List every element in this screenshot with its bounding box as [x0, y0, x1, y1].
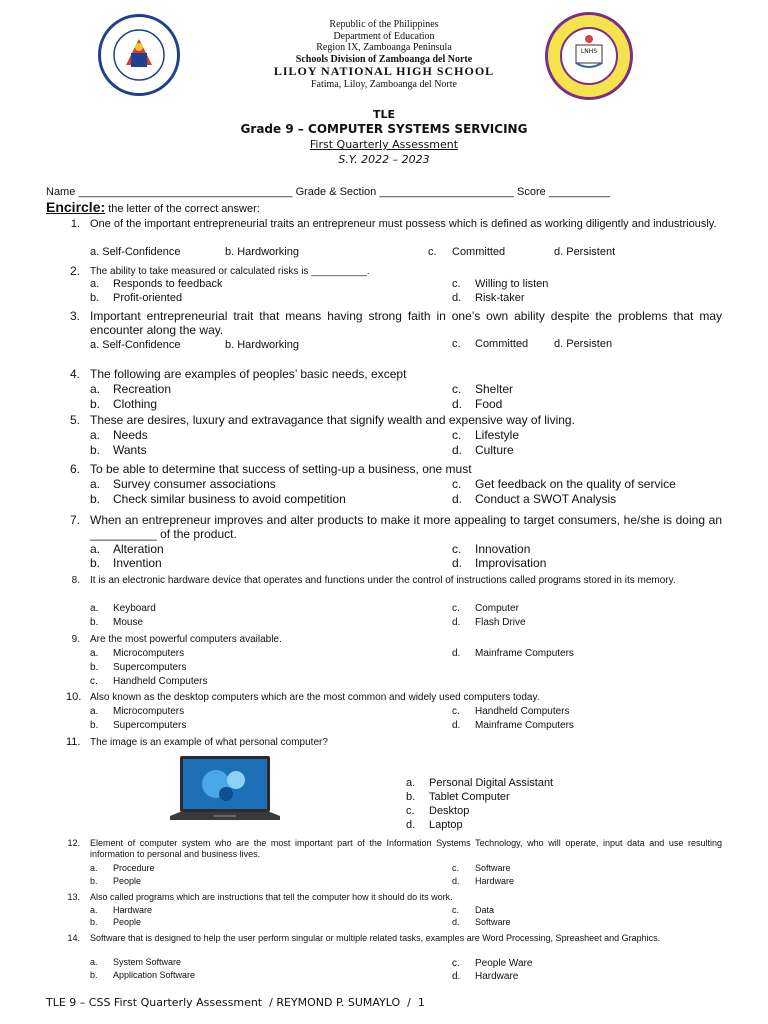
q5-option-d: d. Culture [452, 443, 514, 457]
header-address: Fatima, Liloy, Zamboanga del Norte [311, 79, 457, 90]
q4-option-d: d. Food [452, 397, 503, 411]
question-text: It is an electronic hardware device that operates and functions under the control of instructions called programs stored in its memory. [90, 575, 676, 586]
instructions [46, 199, 260, 215]
instructions-text: the letter of the correct answer: [105, 203, 260, 215]
q13-option-c: c. Data [452, 905, 495, 915]
q4-option-a: a. Recreation [90, 382, 172, 396]
question-text: The ability to take measured or calculated risks is __________. [90, 266, 370, 277]
question-text: Also called programs which are instructions that tell the computer how it should do its work. [90, 892, 453, 902]
question-number: 9. [71, 634, 80, 645]
q1-option-a: a. Self-Confidence [90, 246, 181, 258]
q14-option-d: d. Hardware [452, 971, 519, 982]
q8-option-c: c. Computer [452, 603, 519, 614]
q1-option-c: Committed [452, 246, 506, 258]
question-text: Element of computer system who are the most important part of the Information Systems Technology, who will operate, input data and use resulting information to personal and business lives. [90, 838, 722, 859]
q11-option-a: a. Personal Digital Assistant [406, 777, 554, 789]
q7-option-d: d. Improvisation [452, 556, 547, 570]
question-text: To be able to determine that success of setting-up a business, one must [90, 462, 472, 476]
q4-option-b: b. Clothing [90, 397, 158, 411]
question-text: The following are examples of peoples’ basic needs, except [90, 367, 407, 381]
q10-option-a: a. Microcomputers [90, 706, 185, 717]
q3-option-c: Committed [475, 338, 529, 350]
grade-title: Grade 9 – COMPUTER SYSTEMS SERVICING [240, 122, 528, 136]
q10-option-b: b. Supercomputers [90, 720, 187, 731]
q11-option-c: c. Desktop [406, 805, 470, 817]
question-number: 14. [67, 933, 80, 943]
q14-option-b: b. Application Software [90, 970, 196, 980]
laptop-image [168, 754, 282, 826]
q3-option-c-letter: c. [452, 338, 461, 350]
instructions-label: Encircle: [46, 199, 106, 215]
q13-option-d: d. Software [452, 917, 511, 927]
q7-option-b: b. Invention [90, 556, 162, 570]
q4-option-c: c. Shelter [452, 382, 514, 396]
q5-option-c: c. Lifestyle [452, 428, 520, 442]
question-number: 11. [66, 736, 81, 748]
school-year: S.Y. 2022 – 2023 [338, 153, 430, 166]
q7-option-a: a. Alteration [90, 542, 164, 556]
question-number: 13. [67, 892, 80, 902]
question-number: 6. [69, 462, 80, 476]
q9-option-a: a. Microcomputers [90, 648, 185, 659]
question-text: When an entrepreneur improves and alter products to make it more appealing to target consumers, he/she is doing an __________ of the product. [90, 513, 722, 541]
question-text: One of the important entrepreneurial traits an entrepreneur must possess which is defined as working diligently and industriously. [90, 218, 717, 230]
header-republic: Republic of the Philippines [329, 19, 439, 30]
lnhs-seal-inner-text: LNHS [580, 48, 598, 55]
question-number: 12. [67, 838, 80, 848]
q12-option-d: d. Hardware [452, 876, 515, 886]
q13-option-a: a. Hardware [90, 905, 153, 915]
question-text: Software that is designed to help the user perform singular or multiple related tasks, examples are Word Processing, Spreasheet and Graphics. [90, 933, 661, 943]
q2-option-d: d. Risk-taker [452, 292, 525, 304]
header-region: Region IX, Zamboanga Peninsula [316, 42, 452, 53]
question-number: 7. [69, 513, 80, 527]
question-number: 4. [69, 367, 80, 381]
q2-option-a: a. Responds to feedback [90, 278, 223, 290]
question-text: Important entrepreneurial trait that means having strong faith in one’s own ability despite the problems that may encounter along the way. [90, 309, 722, 337]
q8-option-d: d. Flash Drive [452, 617, 526, 628]
q1-option-b: b. Hardworking [225, 246, 299, 258]
question-text: These are desires, luxury and extravagance that signify wealth and expensive way of living. [90, 413, 575, 427]
q6-option-a: a. Survey consumer associations [90, 477, 276, 491]
page-footer: TLE 9 – CSS First Quarterly Assessment / REYMOND P. SUMAYLO / 1 [46, 996, 425, 1009]
q6-option-b: b. Check similar business to avoid competition [90, 492, 346, 506]
q12-option-b: b. People [90, 876, 142, 886]
q10-option-d: d. Mainframe Computers [452, 720, 574, 731]
question-text: Are the most powerful computers available. [90, 634, 282, 645]
q5-option-b: b. Wants [90, 443, 147, 457]
question-number: 3. [69, 309, 80, 323]
question-text: Also known as the desktop computers which are the most common and widely used computers today. [90, 692, 540, 703]
q8-option-b: b. Mouse [90, 617, 144, 628]
q6-option-c: c. Get feedback on the quality of service [452, 477, 676, 491]
header-deped: Department of Education [333, 31, 435, 42]
q6-option-d: d. Conduct a SWOT Analysis [452, 492, 617, 506]
q11-option-d: d. Laptop [406, 819, 463, 831]
q2-option-c: c. Willing to listen [452, 278, 549, 290]
name-grade-score-line: Name ___________________________________ Grade & Section ______________________ Score __________ [46, 186, 610, 198]
header-division: Schools Division of Zamboanga del Norte [295, 54, 473, 65]
q14-option-a: a. System Software [90, 957, 182, 967]
q10-option-c: c. Handheld Computers [452, 706, 570, 717]
q3-option-a: a. Self-Confidence [90, 339, 181, 351]
question-number: 5. [69, 413, 80, 427]
q8-option-a: a. Keyboard [90, 603, 156, 614]
q5-option-a: a. Needs [90, 428, 148, 442]
question-text: The image is an example of what personal computer? [90, 737, 328, 748]
question-number: 1. [70, 218, 80, 230]
assessment-title: First Quarterly Assessment [309, 138, 459, 151]
subject-title: TLE [372, 108, 396, 121]
q12-option-c: c. Software [452, 863, 511, 873]
q13-option-b: b. People [90, 917, 142, 927]
q3-option-b: b. Hardworking [225, 339, 299, 351]
question-number: 10. [66, 691, 82, 703]
header-school: LILOY NATIONAL HIGH SCHOOL [273, 64, 495, 78]
q7-option-c: c. Innovation [452, 542, 531, 556]
q1-option-c-letter: c. [428, 246, 437, 258]
q12-option-a: a. Procedure [90, 863, 155, 873]
question-number: 8. [71, 575, 80, 586]
q3-option-d: d. Persisten [554, 338, 613, 350]
q9-option-c: c. Handheld Computers [90, 676, 208, 687]
q14-option-c: c. People Ware [452, 958, 533, 969]
q9-option-d: d. Mainframe Computers [452, 648, 574, 659]
question-number: 2. [69, 264, 80, 278]
q11-option-b: b. Tablet Computer [406, 791, 510, 803]
q1-option-d: d. Persistent [554, 246, 616, 258]
q2-option-b: b. Profit-oriented [90, 292, 183, 304]
q9-option-b: b. Supercomputers [90, 662, 187, 673]
